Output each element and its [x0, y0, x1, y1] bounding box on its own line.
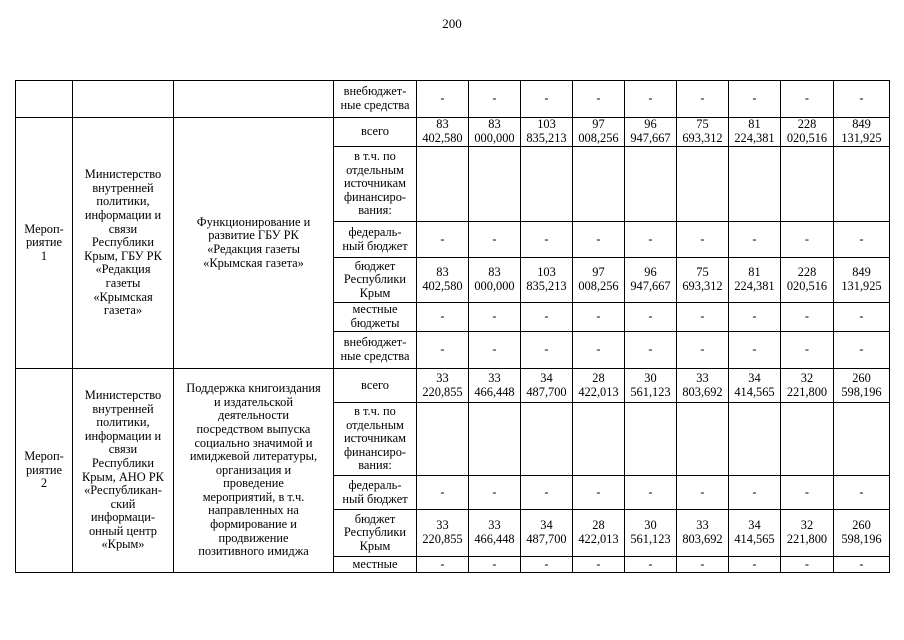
value-cell: -	[573, 476, 625, 510]
value-cell: -	[625, 557, 677, 573]
value-cell: 96 947,667	[625, 258, 677, 303]
value-cell: -	[417, 303, 469, 332]
value-cell	[625, 403, 677, 476]
task-cell: Функционирование и развитие ГБУ РК «Редакция газеты «Крымская газета»	[174, 118, 334, 369]
task-cell: Поддержка книгоиздания и издательской деятельности посредством выпуска социально значимой и имиджевой литературы, организация и проведение мероприятий, в т.ч. направленных на формирование и продвижение позитивного имиджа	[174, 369, 334, 573]
value-cell: 228 020,516	[781, 258, 834, 303]
funding-source-cell: в т.ч. по отдельным источникам финансиро- вания:	[334, 147, 417, 222]
value-cell	[834, 403, 890, 476]
value-cell: -	[781, 81, 834, 118]
value-cell: -	[729, 332, 781, 369]
value-cell: -	[469, 557, 521, 573]
value-cell: -	[417, 332, 469, 369]
organization-cell: Министерство внутренней политики, информации и связи Республики Крым, ГБУ РК «Редакция газеты «Крымская газета»	[73, 118, 174, 369]
value-cell	[625, 147, 677, 222]
value-cell: 849 131,925	[834, 258, 890, 303]
value-cell: -	[469, 332, 521, 369]
value-cell: -	[834, 332, 890, 369]
value-cell	[781, 147, 834, 222]
value-cell: -	[625, 222, 677, 258]
value-cell: -	[625, 303, 677, 332]
value-cell: -	[521, 557, 573, 573]
organization-cell	[73, 81, 174, 118]
value-cell	[729, 403, 781, 476]
value-cell: 81 224,381	[729, 258, 781, 303]
value-cell: 28 422,013	[573, 369, 625, 403]
value-cell: -	[729, 303, 781, 332]
value-cell: 34 487,700	[521, 510, 573, 557]
value-cell: -	[677, 332, 729, 369]
value-cell: -	[729, 81, 781, 118]
value-cell: -	[469, 81, 521, 118]
value-cell: 33 220,855	[417, 510, 469, 557]
value-cell: -	[573, 81, 625, 118]
table-row	[16, 369, 890, 403]
page-number: 200	[442, 16, 462, 31]
value-cell: -	[781, 476, 834, 510]
value-cell: -	[834, 81, 890, 118]
value-cell: -	[677, 81, 729, 118]
value-cell: 30 561,123	[625, 369, 677, 403]
value-cell: 32 221,800	[781, 510, 834, 557]
value-cell: -	[573, 303, 625, 332]
funding-source-cell: всего	[334, 369, 417, 403]
value-cell: 34 487,700	[521, 369, 573, 403]
value-cell: 34 414,565	[729, 510, 781, 557]
value-cell: -	[417, 81, 469, 118]
value-cell	[521, 147, 573, 222]
value-cell: 33 466,448	[469, 369, 521, 403]
value-cell: -	[417, 557, 469, 573]
value-cell: -	[573, 222, 625, 258]
value-cell: 103 835,213	[521, 118, 573, 147]
value-cell: -	[834, 303, 890, 332]
value-cell: -	[677, 303, 729, 332]
value-cell: -	[781, 332, 834, 369]
value-cell: -	[625, 332, 677, 369]
value-cell: 32 221,800	[781, 369, 834, 403]
value-cell	[677, 147, 729, 222]
value-cell: -	[677, 557, 729, 573]
value-cell	[521, 403, 573, 476]
value-cell: -	[781, 303, 834, 332]
value-cell: -	[834, 222, 890, 258]
value-cell: -	[781, 557, 834, 573]
funding-source-cell: в т.ч. по отдельным источникам финансиро- вания:	[334, 403, 417, 476]
value-cell	[573, 147, 625, 222]
value-cell: -	[834, 476, 890, 510]
value-cell	[834, 147, 890, 222]
funding-source-cell: местные	[334, 557, 417, 573]
table-row	[16, 81, 890, 118]
value-cell: 30 561,123	[625, 510, 677, 557]
value-cell	[573, 403, 625, 476]
funding-source-cell: внебюджет- ные средства	[334, 81, 417, 118]
value-cell: -	[521, 303, 573, 332]
value-cell: 33 220,855	[417, 369, 469, 403]
funding-source-cell: всего	[334, 118, 417, 147]
value-cell: -	[469, 303, 521, 332]
value-cell: -	[625, 476, 677, 510]
value-cell: -	[677, 476, 729, 510]
value-cell: 33 803,692	[677, 369, 729, 403]
value-cell: 97 008,256	[573, 258, 625, 303]
value-cell: -	[573, 557, 625, 573]
value-cell: 75 693,312	[677, 258, 729, 303]
value-cell: -	[729, 557, 781, 573]
value-cell: -	[677, 222, 729, 258]
value-cell: -	[469, 222, 521, 258]
event-name-cell	[16, 81, 73, 118]
value-cell: -	[521, 476, 573, 510]
funding-source-cell: федераль- ный бюджет	[334, 476, 417, 510]
value-cell: -	[573, 332, 625, 369]
value-cell: 97 008,256	[573, 118, 625, 147]
value-cell: 83 000,000	[469, 118, 521, 147]
budget-table	[15, 80, 890, 573]
value-cell: 83 000,000	[469, 258, 521, 303]
value-cell: -	[729, 476, 781, 510]
funding-source-cell: местные бюджеты	[334, 303, 417, 332]
table-row	[16, 118, 890, 147]
value-cell	[677, 403, 729, 476]
value-cell	[729, 147, 781, 222]
funding-source-cell: бюджет Республики Крым	[334, 510, 417, 557]
value-cell: 83 402,580	[417, 118, 469, 147]
organization-cell: Министерство внутренней политики, информации и связи Республики Крым, АНО РК «Республикан- ский информаци- онный центр «Крым»	[73, 369, 174, 573]
value-cell: 96 947,667	[625, 118, 677, 147]
value-cell: 81 224,381	[729, 118, 781, 147]
value-cell: -	[834, 557, 890, 573]
value-cell: 849 131,925	[834, 118, 890, 147]
value-cell: -	[417, 222, 469, 258]
event-name-cell: Мероп- риятие 1	[16, 118, 73, 369]
funding-source-cell: бюджет Республики Крым	[334, 258, 417, 303]
value-cell: 33 803,692	[677, 510, 729, 557]
value-cell: 28 422,013	[573, 510, 625, 557]
funding-source-cell: федераль- ный бюджет	[334, 222, 417, 258]
value-cell: -	[469, 476, 521, 510]
value-cell	[417, 403, 469, 476]
value-cell: 103 835,213	[521, 258, 573, 303]
event-name-cell: Мероп- риятие 2	[16, 369, 73, 573]
value-cell: -	[417, 476, 469, 510]
value-cell: -	[625, 81, 677, 118]
value-cell	[469, 147, 521, 222]
value-cell: -	[521, 81, 573, 118]
value-cell: 83 402,580	[417, 258, 469, 303]
value-cell: 260 598,196	[834, 510, 890, 557]
value-cell: -	[521, 332, 573, 369]
value-cell	[781, 403, 834, 476]
value-cell: 75 693,312	[677, 118, 729, 147]
value-cell: -	[521, 222, 573, 258]
value-cell: 34 414,565	[729, 369, 781, 403]
funding-source-cell: внебюджет- ные средства	[334, 332, 417, 369]
value-cell	[417, 147, 469, 222]
value-cell: -	[729, 222, 781, 258]
value-cell	[469, 403, 521, 476]
value-cell: 260 598,196	[834, 369, 890, 403]
task-cell	[174, 81, 334, 118]
value-cell: -	[781, 222, 834, 258]
value-cell: 228 020,516	[781, 118, 834, 147]
value-cell: 33 466,448	[469, 510, 521, 557]
